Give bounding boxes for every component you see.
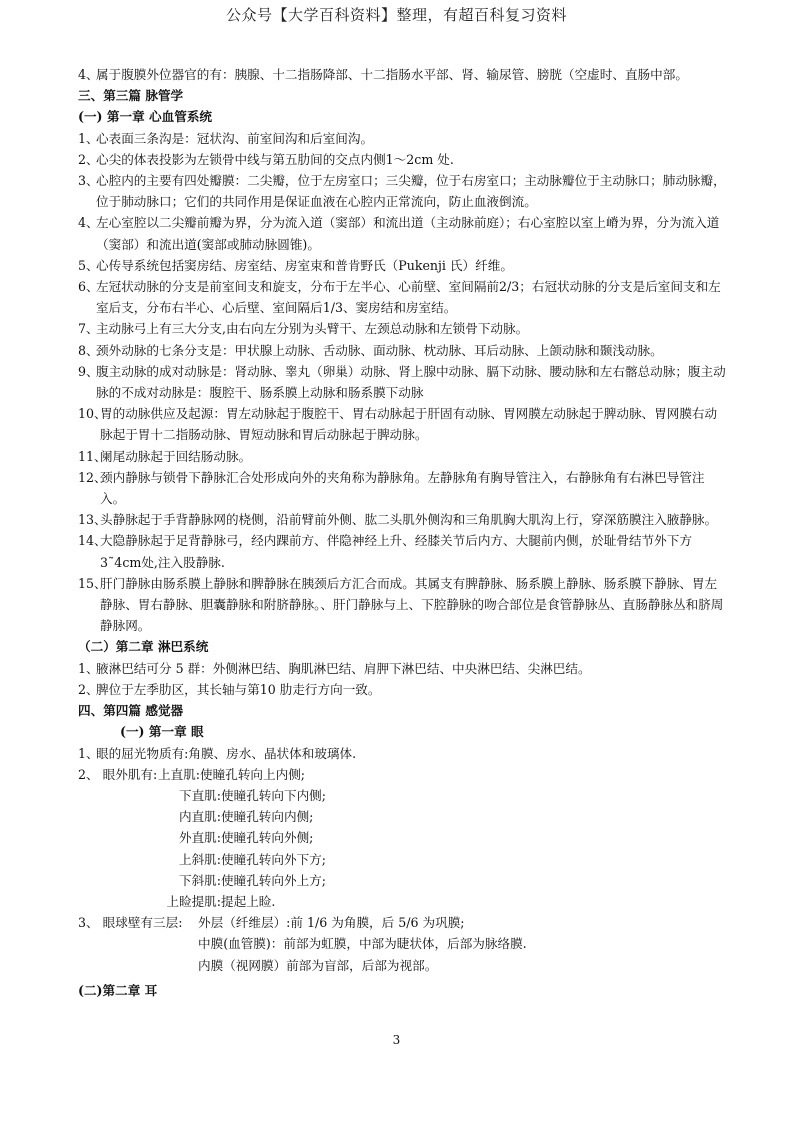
list-item: 上睑提肌: 提起上睑. bbox=[166, 893, 276, 909]
eye-muscle-list bbox=[78, 764, 728, 912]
list-item: 6、 左冠状动脉的分支是前室间支和旋支，分布于左半心、心前壁、室间隔前2/3；右冠状动脉的分支是后室间支和左室后支，分布右半心、心后壁、室间隔后1/3、窦房结和房室结。 bbox=[78, 279, 721, 316]
list-item: 下斜肌: 使瞳孔转向外上方; bbox=[178, 872, 326, 888]
list-item: 内膜（视网膜）前部为盲部，后部为视部。 bbox=[198, 957, 438, 973]
page-header: 公众号【大学百科资料】整理，有超百科复习资料 bbox=[225, 6, 567, 24]
list-item: 11、 阑尾动脉起于回结肠动脉。 bbox=[78, 448, 252, 464]
chapter-title: (一) 第一章 眼 bbox=[120, 724, 204, 740]
list-item: 9、 腹主动脉的成对动脉是：肾动脉、睾丸（卵巢）动脉、肾上腺中动脉、膈下动脉、腰动脉和左右髂总动脉；腹主动脉的不成对动脉是：腹腔干、肠系膜上动脉和肠系膜下动脉 bbox=[78, 363, 726, 401]
chapter-title: (一) 第一章 心血管系统 bbox=[78, 109, 213, 125]
list-item: 8、 颈外动脉的七条分支是：甲状腺上动脉、舌动脉、面动脉、枕动脉、耳后动脉、上颌动脉和颞浅动脉。 bbox=[78, 342, 663, 358]
list-item: 下直肌: 使瞳孔转向下内侧; bbox=[178, 787, 326, 803]
chapter-title: (二)第二章 耳 bbox=[78, 982, 158, 998]
list-item: 1、 眼的屈光物质有:角膜、房水、晶状体和玻璃体. bbox=[78, 745, 357, 761]
list-item: 内直肌: 使瞳孔转向内侧; bbox=[178, 809, 314, 825]
list-item: 4、 左心室腔以二尖瓣前瓣为界，分为流入道（窦部）和流出道（主动脉前庭）；右心室腔以室上嵴为界，分为流入道（窦部）和流出道(窦部或肺动脉圆锥)。 bbox=[78, 215, 720, 252]
page-content bbox=[78, 64, 728, 1001]
chapter-2-list bbox=[78, 658, 728, 700]
list-item: 12、 颈内静脉与锁骨下静脉汇合处形成向外的夹角称为静脉角。左静脉角有胸导管注入，右静脉角有右淋巴导管注入。 bbox=[78, 469, 705, 507]
list-item: 14、 大隐静脉起于足背静脉弓，经内踝前方、伴隐神经上升、经膝关节后内方、大腿前内侧，於耻骨结节外下方 3˜4cm处,注入股静脉. bbox=[78, 533, 692, 570]
list-item: 2、 脾位于左季肋区，其长轴与第10 肋走行方向一致。 bbox=[78, 681, 381, 697]
list-item: 10、 胃的动脉供应及起源：胃左动脉起于腹腔干、胃右动脉起于肝固有动脉、胃网膜左动脉起于脾动脉、胃网膜右动脉起于胃十二指肠动脉、胃短动脉和胃后动脉起于脾动脉。 bbox=[78, 406, 718, 443]
list-item: 13、 头静脉起于手背静脉网的桡侧，沿前臂前外侧、肱二头肌外侧沟和三角肌胸大肌沟上行，穿深筋膜注入腋静脉。 bbox=[78, 512, 718, 528]
list-item: 1、 心表面三条沟是：冠状沟、前室间沟和后室间沟。 bbox=[78, 130, 374, 146]
list-item: 3、 心腔内的主要有四处瓣膜：二尖瓣，位于左房室口；三尖瓣，位于右房室口；主动脉瓣位于主动脉口；肺动脉瓣，位于肺动脉口；它们的共同作用是保证血液在心腔内正常流向，防止血液倒流。 bbox=[78, 173, 726, 210]
chapter-title: （二）第二章 淋巴系统 bbox=[78, 639, 209, 655]
part-title: 三、第三篇 脉管学 bbox=[78, 88, 184, 104]
list-item: 5、 心传导系统包括窦房结、房室结、房室束和普肯野氏（Pukenji 氏）纤维。 bbox=[78, 257, 513, 273]
eye-layer-list bbox=[78, 912, 728, 976]
list-item: 3、 眼球壁有三层: 外层（纤维层）:前 1/6 为角膜，后 5/6 为巩膜; bbox=[78, 915, 465, 931]
part-title: 四、第四篇 感觉器 bbox=[78, 703, 184, 719]
list-item: 4、 属于腹膜外位器官的有：胰腺、十二指肠降部、十二指肠水平部、肾、输尿管、膀胱（空虚时、直肠中部。 bbox=[78, 67, 688, 82]
list-item: 上斜肌: 使瞳孔转向外下方; bbox=[178, 851, 326, 867]
page-number: 3 bbox=[392, 1033, 401, 1047]
list-item: 外直肌: 使瞳孔转向外侧; bbox=[178, 830, 314, 846]
list-item: 2、 眼外肌有: 上直肌:使瞳孔转向上内侧; bbox=[78, 766, 306, 782]
list-item: 15、 肝门静脉由肠系膜上静脉和脾静脉在胰颈后方汇合而成。其属支有脾静脉、肠系膜上静脉、肠系膜下静脉、胃左静脉、胃右静脉、胆囊静脉和附脐静脉。、肝门静脉与上、下腔静脉的吻合部位是食管静脉丛、直肠静脉丛和脐周静脉网。 bbox=[78, 575, 724, 634]
list-item: 1、 腋淋巴结可分 5 群：外侧淋巴结、胸肌淋巴结、肩胛下淋巴结、中央淋巴结、尖淋巴结。 bbox=[78, 660, 591, 676]
list-item: 中膜(血管膜)：前部为虹膜，中部为睫状体，后部为脉络膜. bbox=[198, 936, 527, 952]
list-item: 2、 心尖的体表投影为左锁骨中线与第五肋间的交点内侧1～2cm 处. bbox=[78, 151, 454, 167]
list-item: 7、 主动脉弓上有三大分支,由右向左分别为头臂干、左颈总动脉和左锁骨下动脉。 bbox=[78, 321, 529, 337]
chapter-1-list bbox=[78, 128, 728, 637]
